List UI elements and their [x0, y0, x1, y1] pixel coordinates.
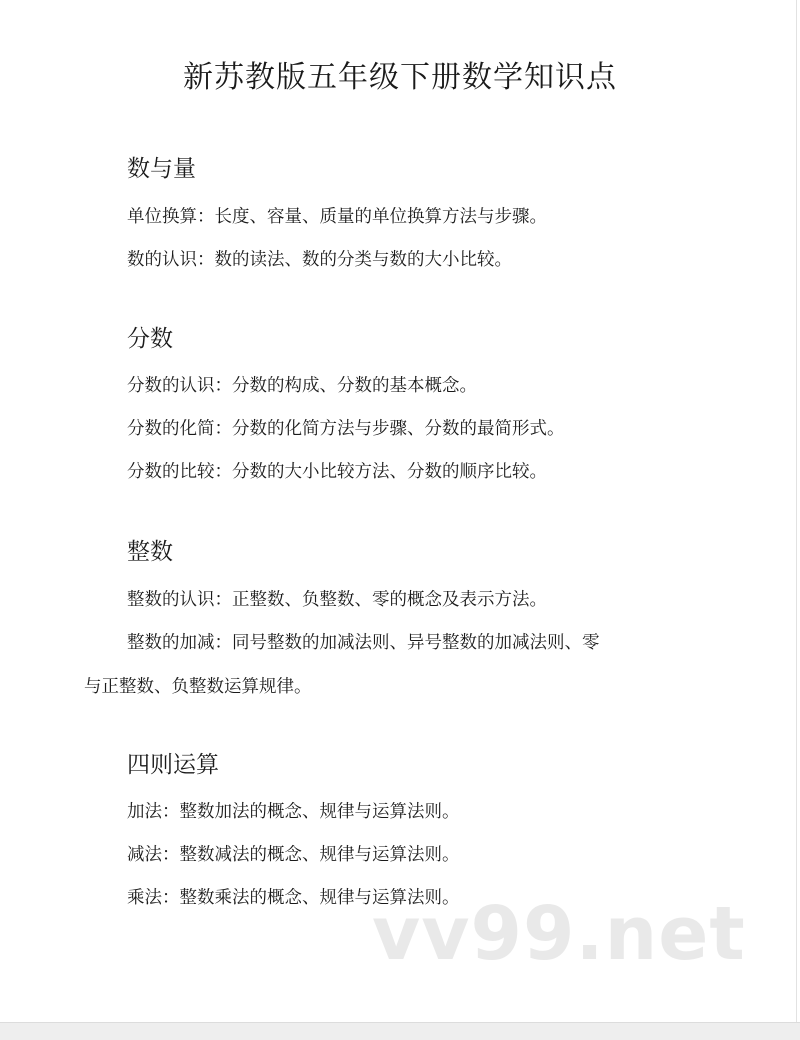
paragraph-line: 数的认识：数的读法、数的分类与数的大小比较。 [127, 250, 512, 270]
paragraph-line: 分数的认识：分数的构成、分数的基本概念。 [127, 376, 477, 396]
paragraph-line: 分数的化简：分数的化简方法与步骤、分数的最简形式。 [127, 419, 565, 439]
paragraph-line-continued: 与正整数、负整数运算规律。 [84, 677, 312, 697]
paragraph-line: 整数的加减：同号整数的加减法则、异号整数的加减法则、零 [127, 633, 600, 653]
document-title: 新苏教版五年级下册数学知识点 [183, 60, 617, 95]
section-heading-quantity: 数与量 [127, 156, 196, 182]
paragraph-line: 分数的比较：分数的大小比较方法、分数的顺序比较。 [127, 462, 547, 482]
watermark: vv99.net [372, 891, 746, 977]
paragraph-line: 减法：整数减法的概念、规律与运算法则。 [127, 845, 460, 865]
section-heading-fractions: 分数 [127, 326, 173, 352]
section-heading-arithmetic: 四则运算 [127, 752, 219, 778]
paragraph-line: 单位换算：长度、容量、质量的单位换算方法与步骤。 [127, 207, 547, 227]
paragraph-line: 乘法：整数乘法的概念、规律与运算法则。 [127, 888, 460, 908]
paragraph-line: 加法：整数加法的概念、规律与运算法则。 [127, 802, 460, 822]
section-heading-integers: 整数 [127, 539, 173, 565]
page-bottom-bar [0, 1022, 800, 1040]
paragraph-line: 整数的认识：正整数、负整数、零的概念及表示方法。 [127, 590, 547, 610]
